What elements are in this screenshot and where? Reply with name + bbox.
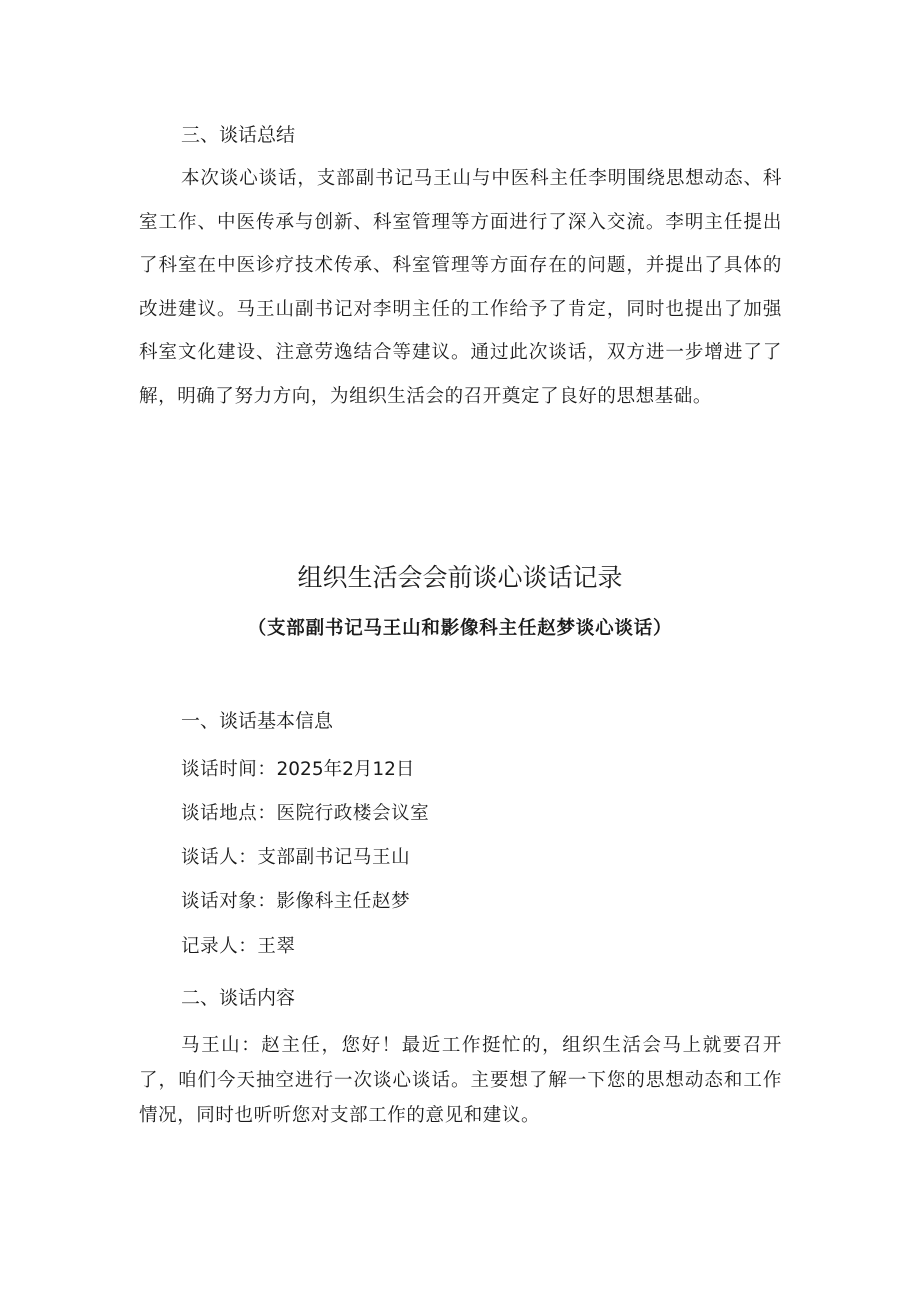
info-target: 谈话对象：影像科主任赵梦 (181, 891, 411, 912)
info-place: 谈话地点：医院行政楼会议室 (181, 803, 430, 824)
info-recorder: 记录人：王翠 (181, 936, 296, 957)
section-heading-content: 二、谈话内容 (181, 987, 296, 1009)
section-heading-summary: 三、谈话总结 (181, 124, 296, 146)
info-time-value: 2025年2月12日 (276, 759, 415, 780)
summary-paragraph: 本次谈心谈话，支部副书记马王山与中医科主任李明围绕思想动态、科室工作、中医传承与创新、科室管理等方面进行了深入交流。李明主任提出了科室在中医诊疗技术传承、科室管理等方面存在的问题，并提出了具体的改进建议。马王山副书记对李明主任的工作给予了肯定，同时也提出了加强科室文化建设、注意劳逸结合等建议。通过此次谈话，双方进一步增进了了解，明确了努力方向，为组织生活会的召开奠定了良好的思想基础。 (139, 168, 782, 407)
info-time (181, 756, 414, 784)
content-paragraph: 马王山：赵主任，您好！最近工作挺忙的，组织生活会马上就要召开了，咱们今天抽空进行一次谈心谈话。主要想了解一下您的思想动态和工作情况，同时也听听您对支部工作的意见和建议。 (139, 1035, 782, 1126)
info-speaker: 谈话人：支部副书记马王山 (181, 847, 411, 868)
record-title: 组织生活会会前谈心谈话记录 (297, 563, 623, 592)
info-time-label: 谈话时间： (181, 759, 277, 780)
section-heading-basic-info: 一、谈话基本信息 (181, 710, 334, 732)
record-subtitle: （支部副书记马王山和影像科主任赵梦谈心谈话） (247, 618, 673, 639)
